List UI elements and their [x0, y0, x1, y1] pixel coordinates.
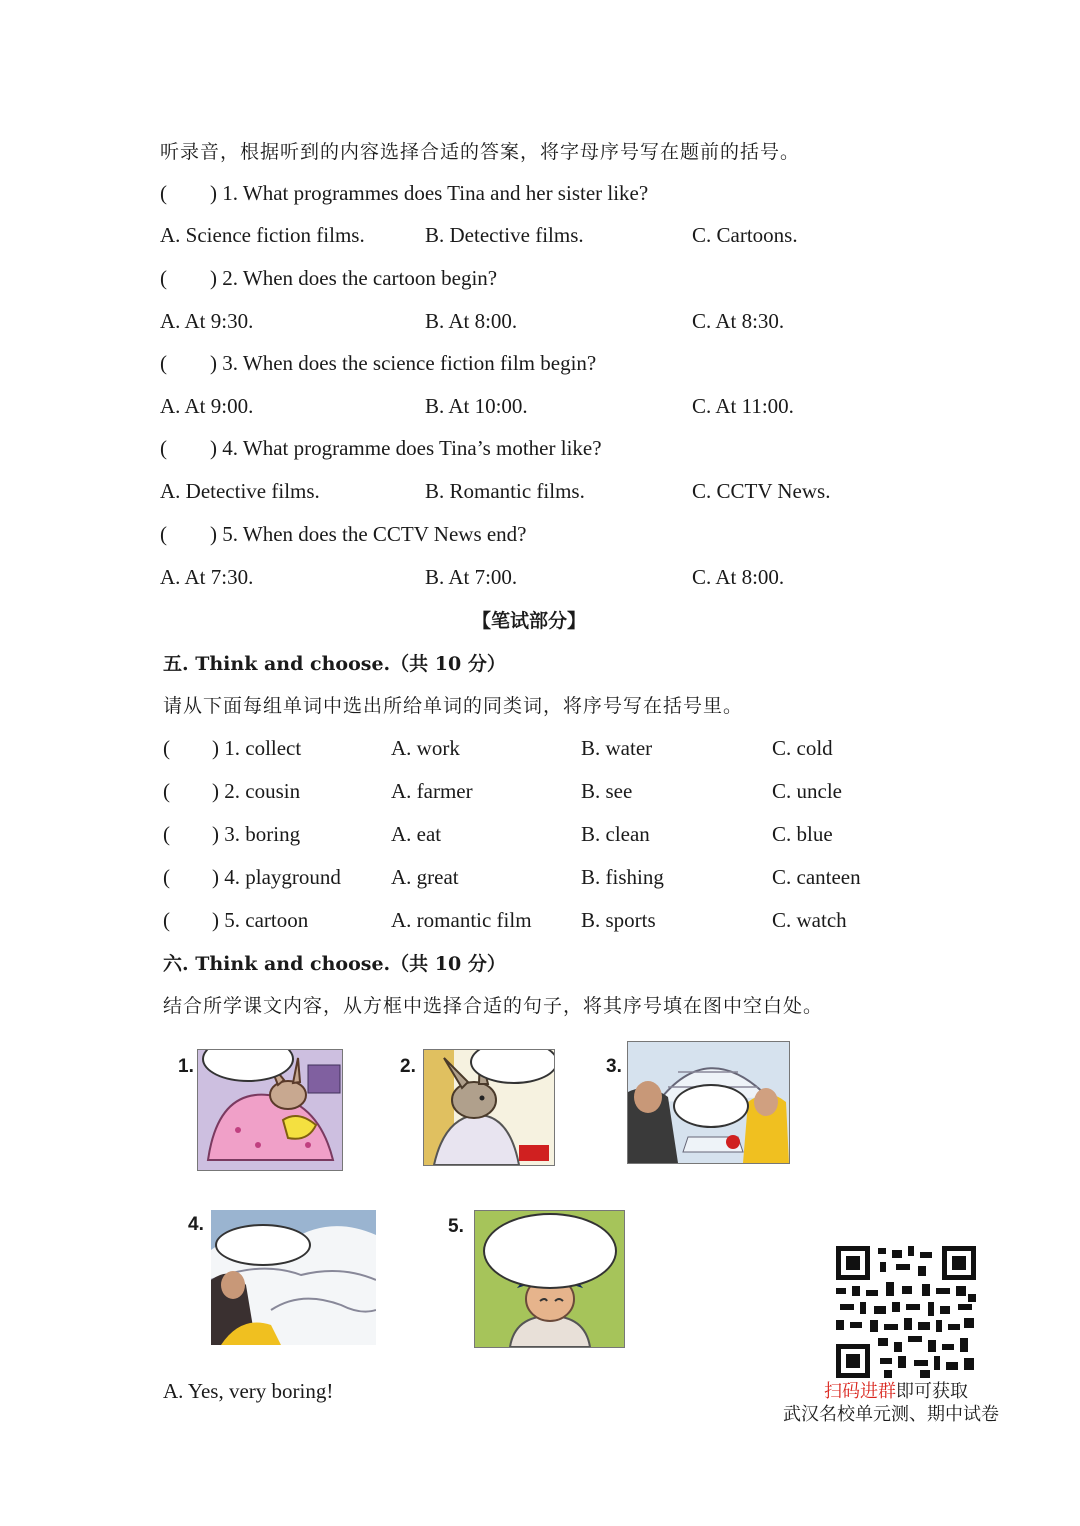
option-b: B. At 8:00.: [425, 309, 518, 333]
option-a: A. farmer: [391, 779, 473, 803]
option-b: B. At 7:00.: [425, 565, 518, 589]
option-c: C. At 8:00.: [692, 565, 785, 589]
option-c: C. blue: [772, 822, 833, 846]
comic-picture-2: [423, 1049, 555, 1166]
option-a: A. eat: [391, 822, 442, 846]
speech-bubble[interactable]: [215, 1224, 311, 1266]
option-c: C. At 11:00.: [692, 394, 794, 418]
option-c: C. cold: [772, 736, 833, 760]
speech-bubble[interactable]: [483, 1213, 617, 1289]
question-text: ) 5. When does the CCTV News end?: [210, 522, 527, 546]
given-word: ) 4. playground: [212, 865, 341, 889]
section5-title: 五. Think and choose.（共 10 分）: [163, 653, 506, 675]
option-a: A. great: [391, 865, 459, 889]
option-a: A. At 9:30.: [160, 309, 254, 333]
option-c: C. canteen: [772, 865, 861, 889]
qr-caption-highlight: 扫码进群: [824, 1381, 896, 1402]
option-b: B. clean: [581, 822, 650, 846]
option-b: B. sports: [581, 908, 656, 932]
picture-label: 1.: [178, 1056, 194, 1077]
option-a: A. Detective films.: [160, 479, 320, 503]
picture-label: 4.: [188, 1214, 204, 1235]
answer-paren-open[interactable]: (: [163, 779, 170, 803]
option-b: B. see: [581, 779, 633, 803]
option-a: A. At 7:30.: [160, 565, 254, 589]
option-c: C. watch: [772, 908, 847, 932]
given-word: ) 1. collect: [212, 736, 302, 760]
question-text: ) 3. When does the science fiction film begin?: [210, 351, 597, 375]
answer-paren-open[interactable]: (: [163, 865, 170, 889]
picture-label: 3.: [606, 1056, 622, 1077]
option-c: C. At 8:30.: [692, 309, 785, 333]
comic-picture-5: [474, 1210, 625, 1348]
qr-caption-line1: [824, 1381, 968, 1403]
given-word: ) 2. cousin: [212, 779, 301, 803]
qr-caption-line2: 武汉名校单元测、期中试卷: [783, 1404, 999, 1425]
answer-paren-open[interactable]: (: [160, 522, 167, 546]
given-word: ) 3. boring: [212, 822, 301, 846]
comic-picture-1: [197, 1049, 343, 1171]
listening-instruction: 听录音，根据听到的内容选择合适的答案，将字母序号写在题前的括号。: [160, 141, 801, 163]
answer-paren-open[interactable]: (: [160, 351, 167, 375]
section6-title: 六. Think and choose.（共 10 分）: [163, 953, 506, 975]
option-b: B. water: [581, 736, 653, 760]
option-b: B. Detective films.: [425, 223, 584, 247]
option-a: A. work: [391, 736, 460, 760]
answer-option-a: A. Yes, very boring!: [163, 1379, 334, 1403]
answer-paren-open[interactable]: (: [160, 266, 167, 290]
section5-instruction: 请从下面每组单词中选出所给单词的同类词，将序号写在括号里。: [163, 695, 744, 717]
given-word: ) 5. cartoon: [212, 908, 309, 932]
option-b: B. At 10:00.: [425, 394, 528, 418]
speech-bubble[interactable]: [673, 1084, 749, 1128]
option-a: A. Science fiction films.: [160, 223, 365, 247]
answer-paren-open[interactable]: (: [163, 736, 170, 760]
option-b: B. fishing: [581, 865, 664, 889]
question-text: ) 1. What programmes does Tina and her sister like?: [210, 181, 649, 205]
option-a: A. At 9:00.: [160, 394, 254, 418]
answer-paren-open[interactable]: (: [163, 822, 170, 846]
section6-instruction: 结合所学课文内容，从方框中选择合适的句子，将其序号填在图中空白处。: [163, 995, 824, 1017]
question-text: ) 2. When does the cartoon begin?: [210, 266, 498, 290]
option-c: C. Cartoons.: [692, 223, 798, 247]
comic-picture-3: [627, 1041, 790, 1164]
option-b: B. Romantic films.: [425, 479, 585, 503]
qr-caption-rest: 即可获取: [896, 1381, 968, 1402]
option-c: C. CCTV News.: [692, 479, 831, 503]
picture-label: 5.: [448, 1216, 464, 1237]
answer-paren-open[interactable]: (: [163, 908, 170, 932]
answer-paren-open[interactable]: (: [160, 436, 167, 460]
written-section-header: 【笔试部分】: [472, 610, 587, 632]
option-a: A. romantic film: [391, 908, 532, 932]
qr-code-icon[interactable]: [836, 1246, 976, 1378]
question-text: ) 4. What programme does Tina’s mother like?: [210, 436, 602, 460]
comic-picture-4: [211, 1210, 376, 1345]
option-c: C. uncle: [772, 779, 842, 803]
picture-label: 2.: [400, 1056, 416, 1077]
answer-paren-open[interactable]: (: [160, 181, 167, 205]
